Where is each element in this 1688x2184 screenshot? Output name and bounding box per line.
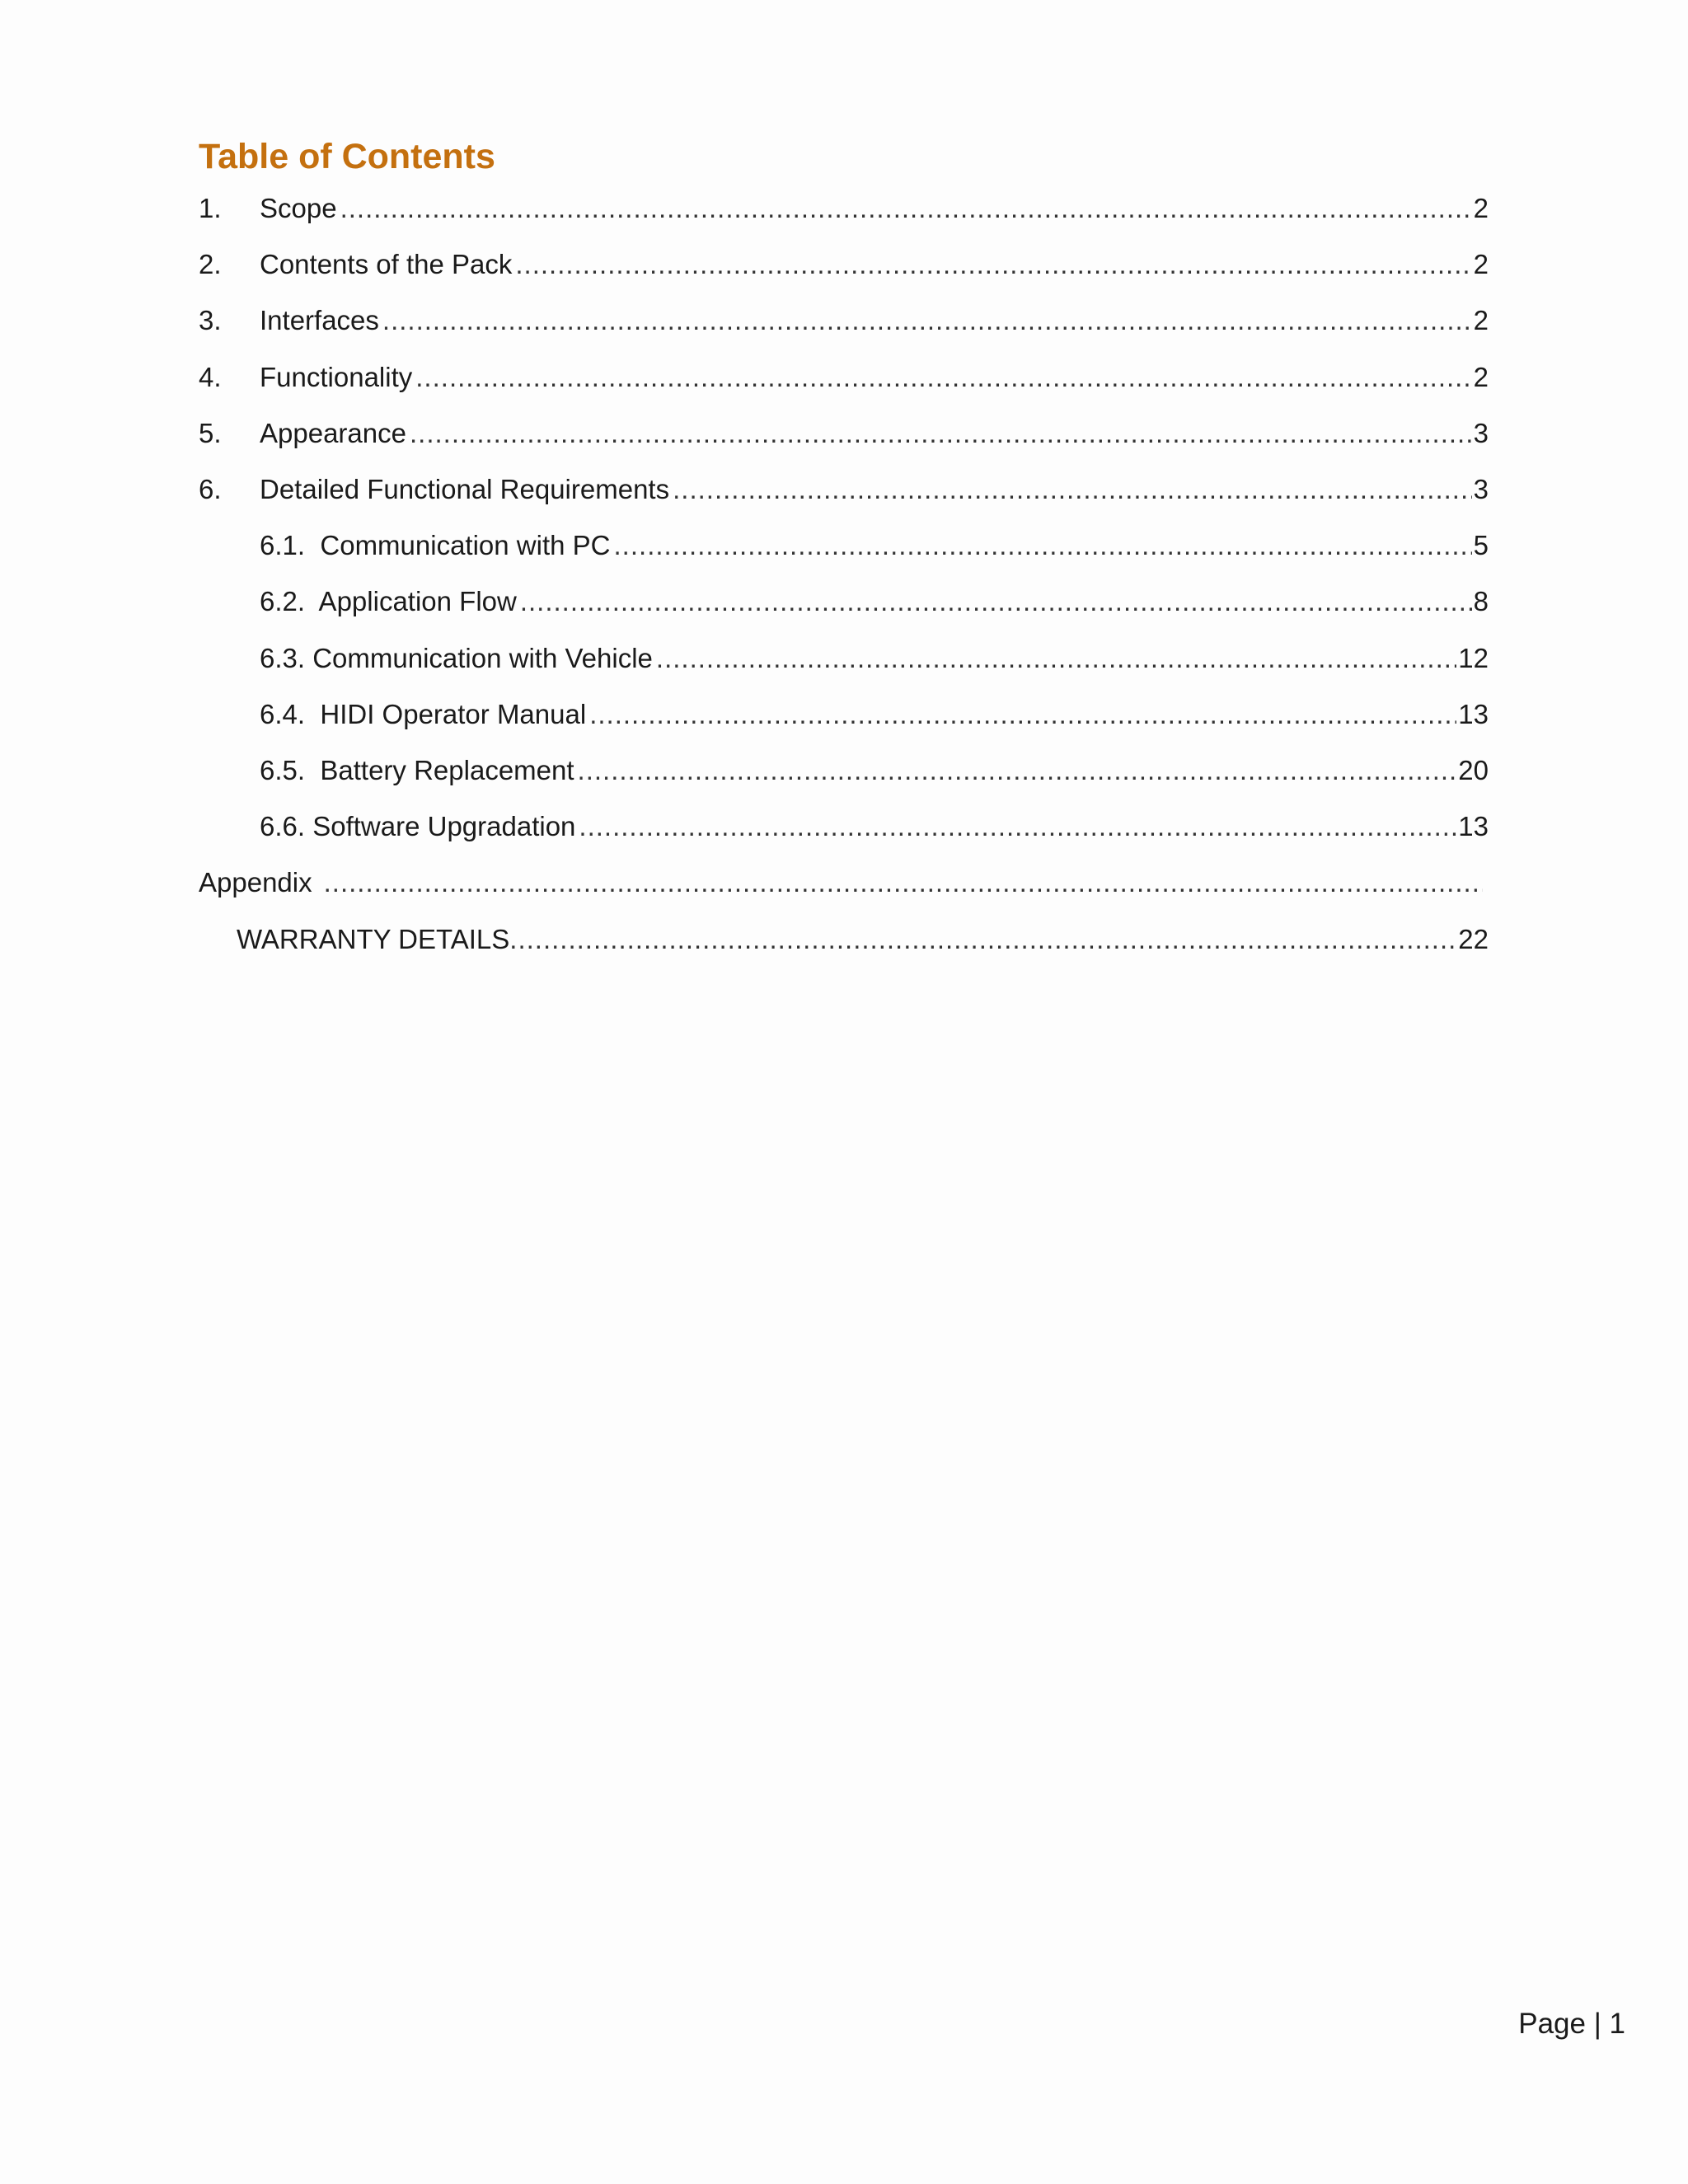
toc-leader-dots: [382, 300, 1472, 341]
toc-entry-title: Contents of the Pack: [260, 249, 513, 279]
toc-subentry[interactable]: [260, 806, 1489, 847]
toc-leader-dots: [324, 862, 1483, 903]
toc-leader-dots: [656, 638, 1456, 679]
toc-entry-number: 3.: [199, 305, 222, 335]
toc-entry-title: Functionality: [260, 362, 413, 392]
toc-entry-page: 8: [1473, 586, 1489, 616]
toc-entry[interactable]: [199, 469, 1489, 510]
toc-entry-page: 2: [1473, 362, 1489, 392]
toc-leader-dots: [673, 469, 1472, 510]
toc-entry-number: 4.: [199, 362, 222, 392]
toc-subentry[interactable]: [260, 750, 1489, 791]
toc-subentry[interactable]: [237, 919, 1489, 960]
toc-entry-page: 2: [1473, 305, 1489, 335]
toc-entry-title: 6.1. Communication with PC: [260, 530, 611, 560]
toc-leader-dots: [340, 188, 1472, 229]
toc-entry-number: 5.: [199, 418, 222, 448]
toc-entry-page: 13: [1458, 699, 1489, 729]
toc-leader-dots: [520, 581, 1472, 622]
toc-entry-title: Scope: [260, 193, 337, 223]
toc-subentry[interactable]: [260, 581, 1489, 622]
toc-entry-page: 3: [1473, 418, 1489, 448]
toc-entry-page: 5: [1473, 530, 1489, 560]
toc-entry-appendix[interactable]: [199, 862, 1484, 903]
toc-entry-title: 6.4. HIDI Operator Manual: [260, 699, 587, 729]
toc-leader-dots: [614, 525, 1472, 566]
toc-entry[interactable]: [199, 357, 1489, 398]
toc-entry-title: 6.3. Communication with Vehicle: [260, 643, 653, 673]
toc-entry-title: Appendix: [199, 867, 312, 898]
toc-entry-page: 22: [1458, 924, 1489, 954]
toc-leader-dots: [515, 244, 1471, 285]
toc-leader-dots: [589, 694, 1456, 735]
toc-entry-title: Interfaces: [260, 305, 379, 335]
toc-entry[interactable]: [199, 188, 1489, 229]
toc-entry-title: 6.5. Battery Replacement: [260, 755, 574, 785]
toc-entry-page: 2: [1473, 193, 1489, 223]
toc-entry-title: WARRANTY DETAILS: [237, 924, 510, 954]
page-number-footer: Page | 1: [1518, 2008, 1625, 2040]
toc-title: Table of Contents: [199, 137, 495, 176]
toc-entry-number: 1.: [199, 193, 222, 223]
toc-entry-page: 13: [1458, 811, 1489, 841]
toc-entry-page: 20: [1458, 755, 1489, 785]
toc-entry-page: 12: [1458, 643, 1489, 673]
toc-entry-page: 3: [1473, 474, 1489, 504]
toc-entry-title: 6.2. Application Flow: [260, 586, 517, 616]
toc-entry-title: Appearance: [260, 418, 406, 448]
toc-leader-dots: [509, 919, 1456, 960]
toc-leader-dots: [410, 413, 1472, 454]
toc-leader-dots: [415, 357, 1471, 398]
toc-leader-dots: [578, 750, 1457, 791]
toc-subentry[interactable]: [260, 638, 1489, 679]
toc-entry[interactable]: [199, 413, 1489, 454]
toc-entry-number: 2.: [199, 249, 222, 279]
toc-entry-title: 6.6. Software Upgradation: [260, 811, 576, 841]
toc-subentry[interactable]: [260, 525, 1489, 566]
toc-entry[interactable]: [199, 244, 1489, 285]
toc-entry-title: Detailed Functional Requirements: [260, 474, 670, 504]
toc-subentry[interactable]: [260, 694, 1489, 735]
toc-entry[interactable]: [199, 300, 1489, 341]
toc-entry-number: 6.: [199, 474, 222, 504]
toc-entry-page: 2: [1473, 249, 1489, 279]
toc-leader-dots: [579, 806, 1456, 847]
